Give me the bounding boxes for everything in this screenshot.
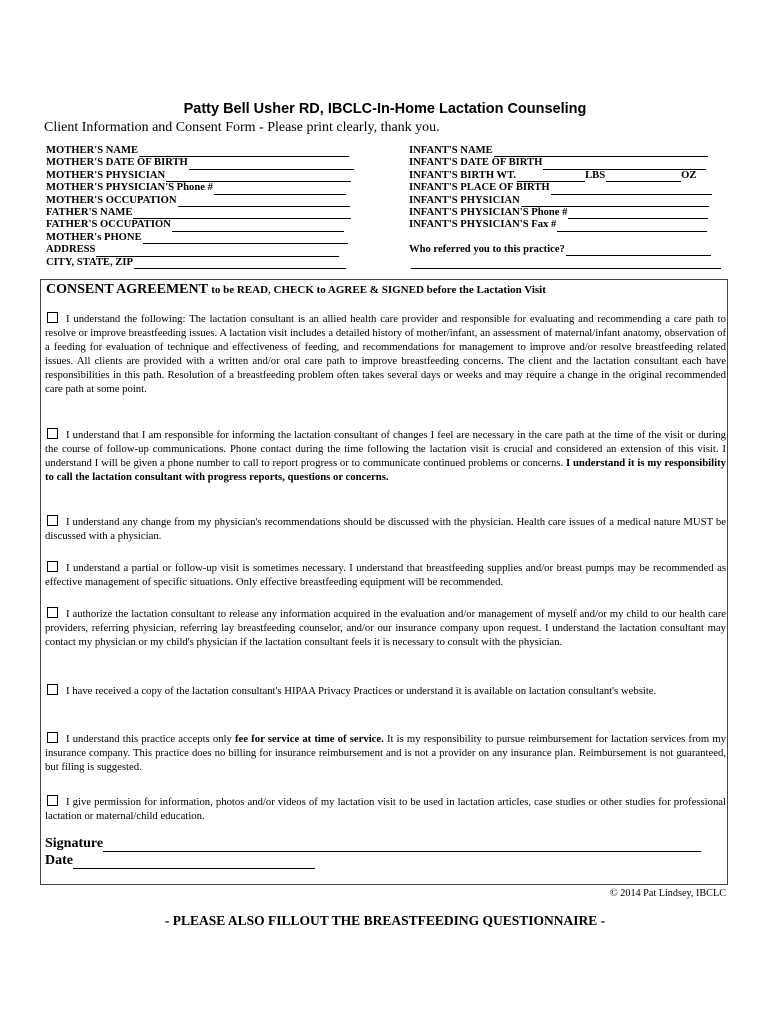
consent-checkbox-8[interactable] <box>47 795 58 806</box>
infant-physician-fax-field[interactable]: INFANT'S PHYSICIAN'S Fax # <box>409 219 721 231</box>
questionnaire-reminder: - PLEASE ALSO FILLOUT THE BREASTFEEDING QUESTIONNAIRE - <box>164 913 606 928</box>
consent-item-7: I understand this practice accepts only fee for service at time of service. It is my responsibility to pursue reimbursement for lactation services from my insurance company. This practice does no billing for insurance reimbursement and is not a provider on any insurance plan. Reimbursement is not guaranteed, but filing is suggested. <box>45 733 726 773</box>
form-subtitle: Client Information and Consent Form - Please print clearly, thank you. <box>44 120 440 135</box>
infant-birth-weight-field[interactable]: INFANT'S BIRTH WT. LBS OZ <box>409 169 697 181</box>
consent-item-1: I understand the following: The lactation consultant is an allied health care provider and responsible for evaluating and recommending a care path to resolve or improve breastfeeding issues. A lactation visit includes a detailed history of mother/infant, an assessment of maternal/infant anatomy, observation of a feeding for evaluation of technique and effectiveness of feeding, and recommendations for management to improve and/or resolve breastfeeding related issues. All clients are provided with a written and/or oral care path to improve breastfeeding concerns. The client and the lactation consultant each have responsibilities in this path. Resolution of a breastfeeding problem often takes several days or weeks and may require a change in the original recommended care path at some point. <box>45 313 726 395</box>
mother-phone-field[interactable]: MOTHER's PHONE <box>46 232 354 244</box>
consent-heading-note: to be READ, CHECK to AGREE & SIGNED before the Lactation Visit <box>211 284 546 296</box>
infant-dob-field[interactable]: INFANT'S DATE OF BIRTH <box>409 157 721 169</box>
referral-extra-line[interactable] <box>409 256 721 268</box>
consent-item-5: I authorize the lactation consultant to release any information acquired in the evaluation and/or management of myself and/or my child to our health care providers, referring physician, referring lay breastfeeding counselor, and/or our insurance company upon request. I understand the lactation consultant may contact my physician or my child's physician if the lactation consultant feels it is necessary to consult with the physician. <box>45 608 726 648</box>
mother-name-field[interactable]: MOTHER'S NAME <box>46 145 354 157</box>
consent-checkbox-6[interactable] <box>47 684 58 695</box>
consent-checkbox-7[interactable] <box>47 732 58 743</box>
consent-item-6: I have received a copy of the lactation consultant's HIPAA Privacy Practices or understand it is available on lactation consultant's website. <box>45 684 726 698</box>
form-title: Patty Bell Usher RD, IBCLC-In-Home Lactation Counseling <box>183 101 587 117</box>
mother-physician-field[interactable]: MOTHER'S PHYSICIAN <box>46 170 354 182</box>
infant-info-section <box>409 145 721 269</box>
infant-physician-field[interactable]: INFANT'S PHYSICIAN <box>409 195 721 207</box>
referral-field[interactable]: Who referred you to this practice? <box>409 244 721 256</box>
consent-item-8: I give permission for information, photos and/or videos of my lactation visit to be used in lactation articles, case studies or other studies for professional lactation or maternal/child education. <box>45 796 726 822</box>
copyright-notice: © 2014 Pat Lindsey, IBCLC <box>609 888 726 899</box>
city-state-zip-field[interactable]: CITY, STATE, ZIP <box>46 257 354 269</box>
consent-checkbox-5[interactable] <box>47 607 58 618</box>
consent-checkbox-2[interactable] <box>47 428 58 439</box>
father-occupation-field[interactable]: FATHER'S OCCUPATION <box>46 219 354 231</box>
consent-item-3: I understand any change from my physician's recommendations should be discussed with the physician. Health care issues of a medical nature MUST be discussed with a physician. <box>45 516 726 542</box>
consent-heading: CONSENT AGREEMENT to be READ, CHECK to AGREE & SIGNED before the Lactation Visit <box>46 282 546 297</box>
consent-checkbox-4[interactable] <box>47 561 58 572</box>
consent-item-4: I understand a partial or follow-up visit is sometimes necessary. I understand that breastfeeding supplies and/or breast pumps may be recommended as effective management of specific situations. Only effective breastfeeding equipment will be recommended. <box>45 562 726 588</box>
mother-occupation-field[interactable]: MOTHER'S OCCUPATION <box>46 195 354 207</box>
father-name-field[interactable]: FATHER'S NAME <box>46 207 354 219</box>
consent-checkbox-1[interactable] <box>47 312 58 323</box>
signature-field[interactable]: Signature <box>45 836 701 852</box>
infant-place-of-birth-field[interactable]: INFANT'S PLACE OF BIRTH <box>409 182 721 194</box>
infant-physician-phone-field[interactable]: INFANT'S PHYSICIAN'S Phone # <box>409 207 721 219</box>
mother-dob-field[interactable]: MOTHER'S DATE OF BIRTH <box>46 157 354 169</box>
address-field[interactable]: ADDRESS <box>46 244 354 256</box>
consent-checkbox-3[interactable] <box>47 515 58 526</box>
consent-item-2: I understand that I am responsible for informing the lactation consultant of changes I feel are necessary in the care path at the time of the visit or during the course of follow-up communications. Phone contact during the time following the lactation visit is crucial and considered an extension of this visit. I understand I will be given a phone number to call to report progress or to communicate continued problems or concerns. I understand it is my responsibility to call the lactation consultant with progress reports, questions or concerns. <box>45 429 726 483</box>
infant-name-field[interactable]: INFANT'S NAME <box>409 145 721 157</box>
mother-physician-phone-field[interactable]: MOTHER'S PHYSICIAN'S Phone # <box>46 182 354 194</box>
mother-info-section <box>46 145 354 269</box>
date-field[interactable]: Date <box>45 853 315 869</box>
